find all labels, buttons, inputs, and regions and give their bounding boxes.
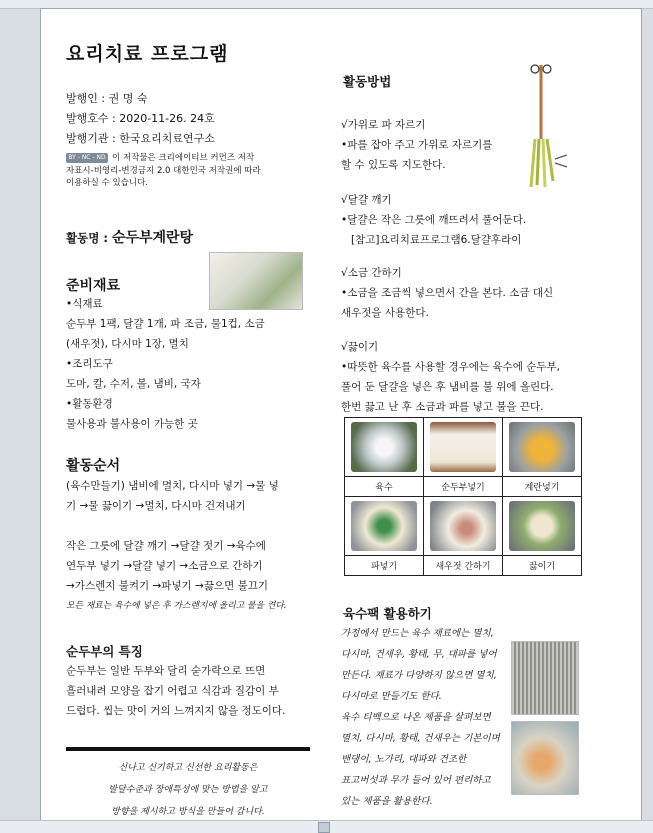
photo-green-onion (351, 501, 417, 551)
step-scissors: √가위로 파 자르기 •파를 잡아 주고 가위로 자르기를 할 수 있도록 지도한다. (341, 119, 493, 171)
caption-egg: 계란넣기 (503, 477, 582, 497)
issue-number: 발행호수 : 2020-11-26. 24호 (66, 112, 215, 125)
broth-pack-photo (511, 721, 579, 795)
document-page (40, 8, 642, 822)
tea-strainer-photo (511, 641, 579, 715)
bottom-status-bar (0, 820, 653, 833)
document-title: 요리치료 프로그램 (66, 43, 229, 65)
feature-heading: 순두부의 특징 (66, 644, 143, 659)
photo-broth (351, 422, 417, 472)
photo-boiling (509, 501, 575, 551)
license-notice: BY - NC - ND 이 저작물은 크리에이티브 커먼즈 저작 자표시-비영리-변경금지 2.0 대한민국 저작권에 따라 이용하실 수 있습니다. (66, 153, 261, 188)
footer-message: 신나고 신기하고 신선한 요리활동은 발달수준과 장애특성에 맞는 방법을 알고 방향을 제시하고 방식을 만들어 갑니다. (108, 763, 268, 817)
photo-shrimp (430, 501, 496, 551)
order-text: (육수만들기) 냄비에 멸치, 다시마 넣기 →물 넣 기 →물 끓이기 →멸치, 다시마 건져내기 작은 그릇에 달걀 깨기 →달걀 젓기 →육수에 연두부 넣기 →달걀 넣기 →소금으로 간하기 →가스렌지 불켜기 →파넣기 →끓으면 불끄기 모든 재료는 육수에 넣은 후 가스렌지에 올리고 불을 켠다. (66, 480, 287, 611)
cc-license-badge: BY - NC - ND (66, 153, 108, 163)
broth-text: 가정에서 만드는 육수 재료에는 멸치, 다시마, 건새우, 황태, 무, 대파를 넣어 만든다. 재료가 다양하지 않으면 멸치, 다시마로 만들기도 한다. 육수 티백으로 나온 제품을 살펴보면 멸치, 다시마, 황태, 건새우는 기본이며 밴댕이, 노가리, 대파와 건조한 표고버섯과 무가 들어 있어 편리하고 있는 제품을 활용한다. (341, 628, 500, 807)
step-salt: √소금 간하기 •소금을 조금씩 넣으면서 간을 본다. 소금 대신 새우젓을 사용한다. (341, 267, 554, 319)
caption-boiling: 끓이기 (503, 556, 582, 576)
caption-tofu: 순두부넣기 (424, 477, 503, 497)
activity-name: 활동명 : 순두부계란탕 (66, 230, 194, 246)
step-egg: √달걀 깨기 •달걀은 작은 그릇에 깨뜨려서 풀어둔다. [참고]요리치료프로그램6.달걀후라이 (341, 194, 527, 246)
publisher: 발행인 : 권 명 숙 (66, 92, 148, 105)
method-heading: 활동방법 (343, 74, 392, 89)
prep-list: •식재료 순두부 1팩, 달걀 1개, 파 조금, 물1컵, 소금 (새우젓), 다시마 1장, 멸치 •조리도구 도마, 칼, 수저, 볼, 냄비, 국자 •활동환경 물사용과 불사용이 가능한 곳 (66, 298, 265, 430)
caption-broth: 육수 (345, 477, 424, 497)
organization: 발행기관 : 한국요리치료연구소 (66, 132, 215, 145)
caption-green-onion: 파넣기 (345, 556, 424, 576)
step-boil: √끓이기 •따뜻한 육수를 사용할 경우에는 육수에 순두부, 풀어 둔 달걀을 넣은 후 냄비를 불 위에 올린다. 한번 끓고 난 후 소금과 파를 넣고 불을 끈다. (341, 341, 560, 413)
horizontal-scroll-thumb[interactable] (318, 822, 330, 833)
broth-heading: 육수팩 활용하기 (343, 606, 432, 621)
footer-rule (66, 747, 310, 751)
photo-tofu (430, 422, 496, 472)
photo-egg (509, 422, 575, 472)
photo-grid (344, 417, 582, 576)
caption-shrimp: 새우젓 간하기 (424, 556, 503, 576)
order-heading: 활동순서 (66, 458, 121, 474)
prep-heading: 준비재료 (66, 278, 121, 294)
feature-text: 순두부는 일반 두부와 달리 숟가락으로 뜨면 흘러내려 모양을 잡기 어렵고 식감과 질감이 부 드럽다. 씹는 맛이 거의 느껴지지 않을 정도이다. (66, 665, 286, 717)
